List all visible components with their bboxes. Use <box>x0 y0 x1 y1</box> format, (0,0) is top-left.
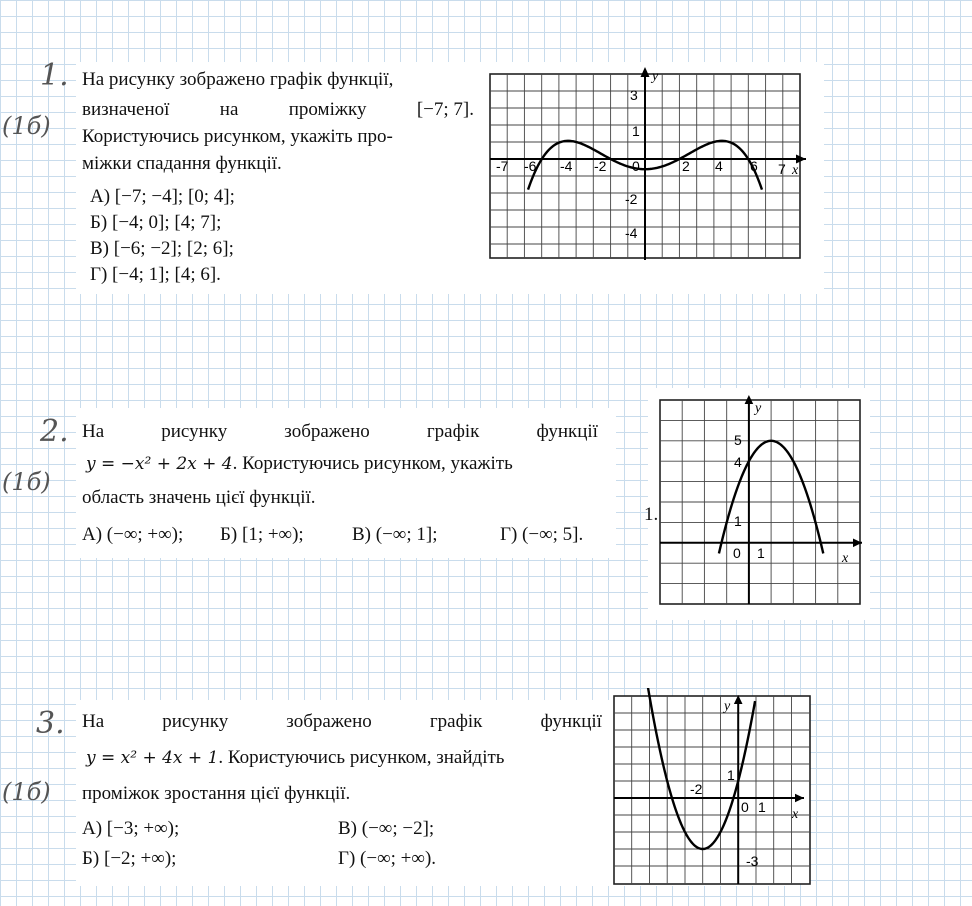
task1-line1: На рисунку зображено графік функції, <box>82 69 394 90</box>
task2-option-a[interactable]: А) (−∞; +∞); <box>82 524 184 545</box>
task1-word: [−7; 7]. <box>416 99 474 120</box>
task2-graph-label: 1 <box>734 513 742 529</box>
task3-word: На <box>82 711 105 732</box>
task2-graph-label: 4 <box>734 454 742 470</box>
task2-graph <box>650 390 870 616</box>
task3-formula: y = x² + 4x + 1 <box>86 748 219 768</box>
task1-line2 <box>82 100 474 119</box>
task2-word: графік <box>426 421 480 442</box>
task1-points: (1б) <box>2 112 51 140</box>
task1-graph-label: x <box>792 163 799 178</box>
task3-graph-label: 1 <box>758 799 766 815</box>
task1-graph-label: -2 <box>625 191 638 207</box>
task2-line1 <box>82 422 598 441</box>
task1-graph-label: 0 <box>632 158 640 174</box>
task3-option-a[interactable]: А) [−3; +∞); <box>82 818 180 839</box>
task1-graph-label: 7 <box>778 161 786 177</box>
task1-graph-label: 1 <box>632 123 640 139</box>
task1-number: 1. <box>40 58 69 93</box>
task2-formula: y = −x² + 2x + 4 <box>86 454 233 474</box>
task1-graph-label: 4 <box>715 158 723 174</box>
task1-line4: міжки спадання функції. <box>82 153 282 174</box>
task3-option-b[interactable]: Б) [−2; +∞); <box>82 848 177 869</box>
task2-option-c[interactable]: В) (−∞; 1]; <box>352 524 438 545</box>
task1-option-a[interactable]: А) [−7; −4]; [0; 4]; <box>90 186 235 207</box>
task3-line3: проміжок зростання цієї функції. <box>82 783 351 804</box>
task3-word: графік <box>429 711 483 732</box>
task2-option-b[interactable]: Б) [1; +∞); <box>220 524 304 545</box>
task3-word: рисунку <box>162 711 229 732</box>
task2-word: зображено <box>284 421 370 442</box>
task2-number: 2. <box>40 414 69 449</box>
task3-graph <box>606 688 816 888</box>
task1-graph-label: -2 <box>594 158 607 174</box>
task1-graph-label: -7 <box>496 158 509 174</box>
task1-graph-label: 3 <box>630 87 638 103</box>
task3-line1 <box>82 712 602 731</box>
task1-graph <box>480 64 820 264</box>
task3-line2-text: . Користуючись рисунком, знайдіть <box>218 747 505 768</box>
task1-graph-label: 2 <box>682 158 690 174</box>
task2-word: рисунку <box>161 421 228 442</box>
task1-graph-label: -4 <box>560 158 573 174</box>
task1-graph-label: -4 <box>625 225 638 241</box>
task3-option-d[interactable]: Г) (−∞; +∞). <box>338 848 437 869</box>
task1-line3: Користуючись рисунком, укажіть про- <box>82 126 393 147</box>
task3-graph-label: -3 <box>746 853 759 869</box>
task1-word: визначеної <box>82 99 170 120</box>
task3-graph-label: y <box>724 699 731 714</box>
task2-word: На <box>82 421 105 442</box>
task1-graph-label: -6 <box>524 158 537 174</box>
task1-graph-label: 6 <box>750 158 758 174</box>
task2-option-d[interactable]: Г) (−∞; 5]. <box>500 524 584 545</box>
task2-line3: область значень цієї функції. <box>82 487 316 508</box>
task3-points: (1б) <box>2 778 51 806</box>
task3-graph-label: 1 <box>727 767 735 783</box>
task2-line2 <box>86 454 513 473</box>
task3-word: зображено <box>286 711 372 732</box>
task3-number: 3. <box>36 706 65 741</box>
task2-graph-label: 1 <box>757 545 765 561</box>
task2-points: (1б) <box>2 468 51 496</box>
task3-graph-label: x <box>792 807 799 822</box>
task3-graph-label: 0 <box>741 799 749 815</box>
task1-option-d[interactable]: Г) [−4; 1]; [4; 6]. <box>90 264 221 285</box>
task1-word: проміжку <box>288 99 367 120</box>
task3-word: функції <box>540 711 602 732</box>
task3-line2 <box>86 748 504 767</box>
task1-word: на <box>219 99 239 120</box>
task1-graph-label: y <box>652 69 659 84</box>
task2-graph-label: y <box>755 401 762 416</box>
task2-line2-text: . Користуючись рисунком, укажіть <box>232 453 513 474</box>
task2-graph-label: x <box>842 551 849 566</box>
task1-option-b[interactable]: Б) [−4; 0]; [4; 7]; <box>90 212 222 233</box>
task2-graph-label: 0 <box>733 545 741 561</box>
task2-word: функції <box>536 421 598 442</box>
task3-option-c[interactable]: В) (−∞; −2]; <box>338 818 435 839</box>
task1-option-c[interactable]: В) [−6; −2]; [2; 6]; <box>90 238 234 259</box>
task2-graph-label: 5 <box>734 432 742 448</box>
task2-side-mark: 1. <box>644 504 659 525</box>
task3-graph-label: -2 <box>690 781 703 797</box>
